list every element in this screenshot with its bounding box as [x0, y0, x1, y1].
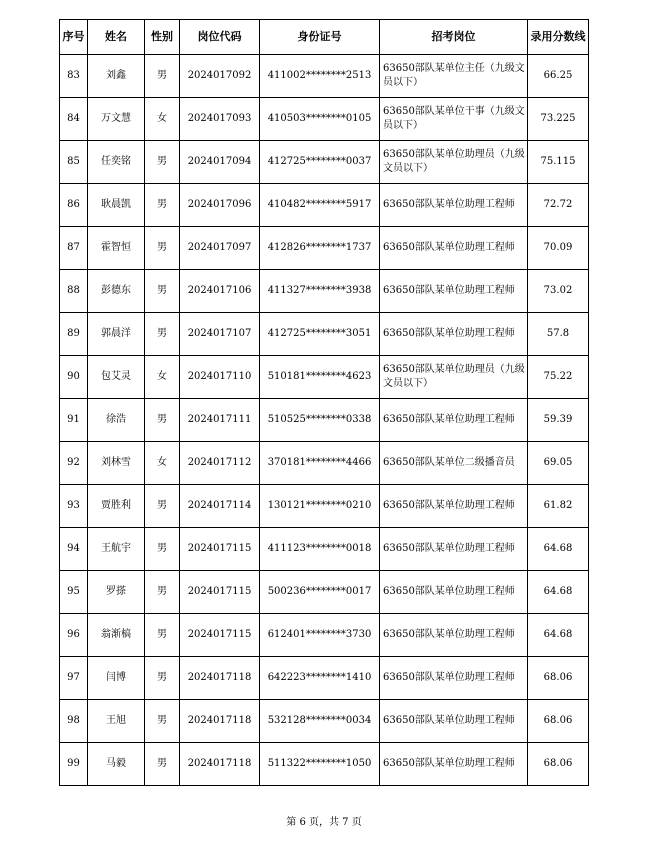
cell-score: 59.39	[528, 399, 589, 442]
cell-seq: 86	[60, 184, 88, 227]
table-row	[60, 700, 589, 743]
cell-id-number: 412725********3051	[260, 313, 380, 356]
cell-score: 57.8	[528, 313, 589, 356]
cell-name: 翁渐槁	[88, 614, 145, 657]
cell-post-code: 2024017092	[180, 55, 260, 98]
header-gender: 性别	[145, 20, 180, 55]
header-post-code: 岗位代码	[180, 20, 260, 55]
cell-name: 马毅	[88, 743, 145, 786]
cell-post-code: 2024017107	[180, 313, 260, 356]
cell-id-number: 532128********0034	[260, 700, 380, 743]
header-score: 录用分数线	[528, 20, 589, 55]
cell-gender: 女	[145, 442, 180, 485]
table-row	[60, 743, 589, 786]
cell-post-code: 2024017110	[180, 356, 260, 399]
cell-name: 刘鑫	[88, 55, 145, 98]
cell-post: 63650部队某单位助理工程师	[380, 614, 528, 657]
cell-gender: 男	[145, 528, 180, 571]
cell-id-number: 412826********1737	[260, 227, 380, 270]
cell-name: 徐浩	[88, 399, 145, 442]
cell-seq: 99	[60, 743, 88, 786]
cell-score: 69.05	[528, 442, 589, 485]
cell-id-number: 511322********1050	[260, 743, 380, 786]
cell-id-number: 510525********0338	[260, 399, 380, 442]
cell-gender: 男	[145, 571, 180, 614]
cell-seq: 94	[60, 528, 88, 571]
cell-post-code: 2024017106	[180, 270, 260, 313]
cell-post: 63650部队某单位二级播音员	[380, 442, 528, 485]
cell-name: 罗搽	[88, 571, 145, 614]
cell-score: 68.06	[528, 700, 589, 743]
cell-seq: 97	[60, 657, 88, 700]
cell-seq: 92	[60, 442, 88, 485]
cell-seq: 93	[60, 485, 88, 528]
cell-id-number: 411123********0018	[260, 528, 380, 571]
cell-gender: 女	[145, 356, 180, 399]
table-row	[60, 227, 589, 270]
header-id-number: 身份证号	[260, 20, 380, 55]
cell-post: 63650部队某单位助理工程师	[380, 528, 528, 571]
cell-post-code: 2024017093	[180, 98, 260, 141]
cell-gender: 女	[145, 98, 180, 141]
cell-seq: 91	[60, 399, 88, 442]
page-footer: 第 6 页，共 7 页	[286, 817, 362, 828]
cell-name: 刘林雪	[88, 442, 145, 485]
cell-post-code: 2024017115	[180, 614, 260, 657]
cell-post: 63650部队某单位助理工程师	[380, 571, 528, 614]
cell-name: 万文慧	[88, 98, 145, 141]
cell-seq: 89	[60, 313, 88, 356]
cell-post-code: 2024017118	[180, 657, 260, 700]
cell-score: 68.06	[528, 657, 589, 700]
cell-gender: 男	[145, 399, 180, 442]
cell-seq: 88	[60, 270, 88, 313]
roster-table	[59, 19, 589, 786]
cell-id-number: 412725********0037	[260, 141, 380, 184]
cell-post: 63650部队某单位助理工程师	[380, 743, 528, 786]
cell-post: 63650部队某单位助理工程师	[380, 657, 528, 700]
table-body	[60, 55, 589, 786]
table-row	[60, 141, 589, 184]
cell-post: 63650部队某单位助理工程师	[380, 270, 528, 313]
table-row	[60, 313, 589, 356]
header-post: 招考岗位	[380, 20, 528, 55]
cell-post-code: 2024017097	[180, 227, 260, 270]
table-row	[60, 657, 589, 700]
header-name: 姓名	[88, 20, 145, 55]
table-row	[60, 571, 589, 614]
cell-name: 包艾灵	[88, 356, 145, 399]
cell-gender: 男	[145, 184, 180, 227]
cell-seq: 85	[60, 141, 88, 184]
cell-id-number: 500236********0017	[260, 571, 380, 614]
cell-score: 73.225	[528, 98, 589, 141]
cell-post-code: 2024017115	[180, 528, 260, 571]
cell-gender: 男	[145, 227, 180, 270]
cell-post-code: 2024017112	[180, 442, 260, 485]
cell-score: 70.09	[528, 227, 589, 270]
cell-id-number: 411002********2513	[260, 55, 380, 98]
cell-name: 耿晨凯	[88, 184, 145, 227]
cell-gender: 男	[145, 743, 180, 786]
table-row	[60, 270, 589, 313]
table-row	[60, 528, 589, 571]
cell-post: 63650部队某单位助理工程师	[380, 700, 528, 743]
cell-gender: 男	[145, 485, 180, 528]
cell-gender: 男	[145, 657, 180, 700]
cell-seq: 83	[60, 55, 88, 98]
cell-post-code: 2024017111	[180, 399, 260, 442]
cell-post: 63650部队某单位助理工程师	[380, 399, 528, 442]
cell-post-code: 2024017096	[180, 184, 260, 227]
cell-score: 64.68	[528, 528, 589, 571]
table-row	[60, 356, 589, 399]
cell-id-number: 410482********5917	[260, 184, 380, 227]
header-seq: 序号	[60, 20, 88, 55]
table-row	[60, 55, 589, 98]
table-row	[60, 442, 589, 485]
cell-id-number: 370181********4466	[260, 442, 380, 485]
cell-post: 63650部队某单位主任（九级文员以下）	[380, 55, 528, 98]
cell-post: 63650部队某单位助理工程师	[380, 184, 528, 227]
table-header	[60, 20, 589, 55]
cell-score: 73.02	[528, 270, 589, 313]
cell-score: 66.25	[528, 55, 589, 98]
cell-id-number: 612401********3730	[260, 614, 380, 657]
cell-seq: 95	[60, 571, 88, 614]
cell-post-code: 2024017115	[180, 571, 260, 614]
cell-score: 72.72	[528, 184, 589, 227]
cell-post-code: 2024017114	[180, 485, 260, 528]
cell-score: 75.115	[528, 141, 589, 184]
cell-name: 任奕铭	[88, 141, 145, 184]
cell-score: 64.68	[528, 614, 589, 657]
cell-score: 68.06	[528, 743, 589, 786]
cell-name: 贾胜利	[88, 485, 145, 528]
table-row	[60, 184, 589, 227]
table-row	[60, 399, 589, 442]
cell-post: 63650部队某单位助理员（九级文员以下）	[380, 141, 528, 184]
cell-score: 61.82	[528, 485, 589, 528]
cell-post: 63650部队某单位助理工程师	[380, 485, 528, 528]
cell-name: 霍智恒	[88, 227, 145, 270]
cell-id-number: 410503********0105	[260, 98, 380, 141]
cell-score: 64.68	[528, 571, 589, 614]
cell-gender: 男	[145, 700, 180, 743]
cell-seq: 87	[60, 227, 88, 270]
cell-name: 王航宇	[88, 528, 145, 571]
cell-post-code: 2024017118	[180, 743, 260, 786]
cell-post: 63650部队某单位干事（九级文员以下）	[380, 98, 528, 141]
cell-gender: 男	[145, 614, 180, 657]
cell-seq: 90	[60, 356, 88, 399]
cell-gender: 男	[145, 313, 180, 356]
cell-name: 王旭	[88, 700, 145, 743]
cell-id-number: 642223********1410	[260, 657, 380, 700]
cell-id-number: 130121********0210	[260, 485, 380, 528]
cell-post-code: 2024017094	[180, 141, 260, 184]
cell-post: 63650部队某单位助理员（九级文员以下）	[380, 356, 528, 399]
table-row	[60, 485, 589, 528]
cell-post: 63650部队某单位助理工程师	[380, 313, 528, 356]
cell-id-number: 411327********3938	[260, 270, 380, 313]
table-row	[60, 98, 589, 141]
cell-id-number: 510181********4623	[260, 356, 380, 399]
cell-name: 闫博	[88, 657, 145, 700]
header-row	[60, 20, 589, 55]
table-row	[60, 614, 589, 657]
cell-gender: 男	[145, 55, 180, 98]
cell-post: 63650部队某单位助理工程师	[380, 227, 528, 270]
cell-name: 彭德东	[88, 270, 145, 313]
cell-seq: 98	[60, 700, 88, 743]
cell-seq: 84	[60, 98, 88, 141]
cell-seq: 96	[60, 614, 88, 657]
cell-score: 75.22	[528, 356, 589, 399]
cell-name: 郭晨洋	[88, 313, 145, 356]
cell-post-code: 2024017118	[180, 700, 260, 743]
cell-gender: 男	[145, 270, 180, 313]
cell-gender: 男	[145, 141, 180, 184]
